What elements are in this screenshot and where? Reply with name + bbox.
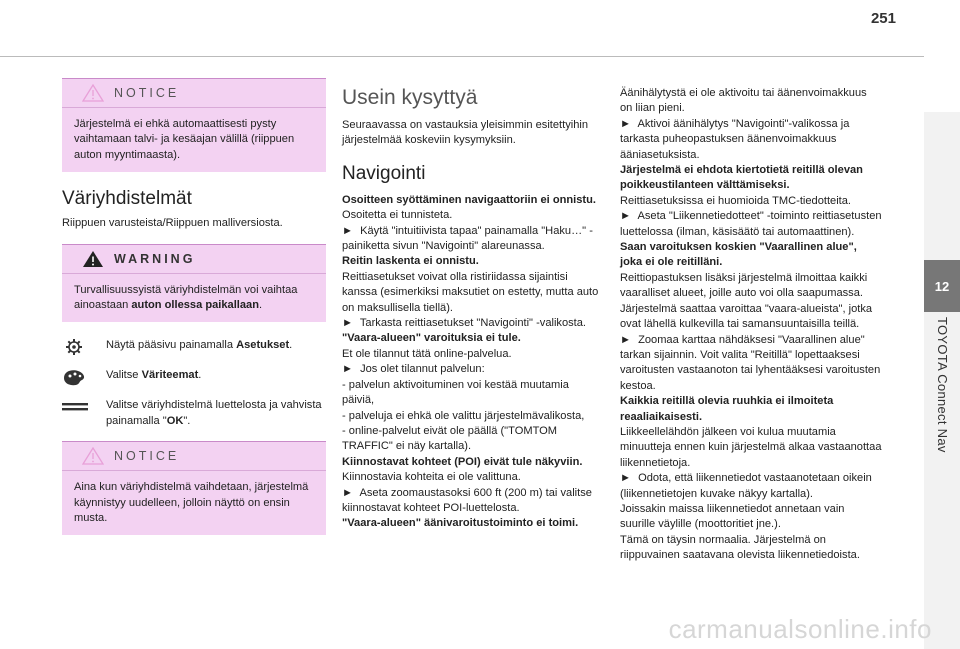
column-left [62, 78, 326, 551]
section-heading: Väriyhdistelmät [62, 188, 192, 210]
warning-title: WARNING [114, 251, 196, 266]
question: Saan varoituksen koskien "Vaarallinen alue", joka ei ole reitilläni. [620, 241, 857, 269]
step-palette: Valitse Väriteemat. [62, 368, 326, 386]
step-choose-scheme: Valitse väriyhdistelmä luettelosta ja vahvista painamalla "OK". [62, 398, 326, 429]
section-intro: Riippuen varusteista/Riippuen malliversiosta. [62, 217, 283, 230]
answer: Reittiasetukset voivat olla ristiriidassa sijaintisi kanssa (esimerkiksi maksutiet on estetty, mutta auto on maksullisella tiellä). [342, 270, 599, 314]
bullet-arrow: ► [620, 117, 631, 130]
chapter-title: TOYOTA Connect Nav [935, 317, 950, 453]
bullet-arrow: ► [620, 333, 631, 346]
answer: ► Aseta zoomaustasoksi 600 ft (200 m) tai valitse kiinnostavat kohteet POI-luettelosta. [342, 486, 592, 514]
answer: Tämä on täysin normaalia. Järjestelmä on riippuvainen saatavana olevista liikennetiedoista. [620, 533, 860, 562]
notice-text: Järjestelmä ei ehkä automaattisesti pysty vaihtamaan talvi- ja kesäajan välillä (riippuen auton myyntimaasta). [74, 118, 295, 161]
faq-navigation-continued [620, 86, 882, 564]
answer: Reittiasetuksissa ei huomioida TMC-tiedotteita. [620, 194, 852, 207]
question: "Vaara-alueen" varoituksia ei tule. [342, 332, 521, 345]
colour-scheme-bars-icon [62, 398, 88, 416]
notice-title: NOTICE [114, 449, 180, 464]
answer: - palvelun aktivoituminen voi kestää muutamia päiviä, [342, 378, 569, 407]
chapter-side-tab [924, 112, 960, 649]
navigation-heading: Navigointi [342, 162, 426, 184]
warning-triangle-icon [82, 84, 104, 102]
bullet-arrow: ► [342, 363, 353, 376]
palette-icon [62, 368, 88, 386]
answer: ► Tarkasta reittiasetukset "Navigointi" -valikosta. [342, 317, 587, 330]
notice-box [62, 441, 326, 535]
faq-intro: Seuraavassa on vastauksia yleisimmin esitettyihin järjestelmää koskeviin kysymyksiin. [342, 119, 589, 147]
page-number: 251 [870, 10, 896, 27]
warning-text: Turvallisuussyistä väriyhdistelmän voi vaihtaa ainoastaan auton ollessa paikallaan. [74, 283, 298, 312]
answer: Reittiopastuksen lisäksi järjestelmä ilmoittaa kaikki vaaralliset alueet, joille auto voi olla saapumassa. Järjestelmä saattaa varoittaa "vaara-alueista", jotka ovat lähellä kulkevilla tai samansuuntaisilla teillä. [620, 271, 873, 331]
warning-triangle-icon [82, 250, 104, 268]
notice-box [62, 78, 326, 172]
answer: ► Odota, että liikennetiedot vastaanotetaan oikein (liikennetietojen kuvake näkyy kartalla). [620, 472, 872, 500]
answer: ► Aktivoi äänihälytys "Navigointi"-valikossa ja tarkasta puheopastuksen äänenvoimakkuus ääniasetuksista. [620, 117, 850, 161]
bullet-arrow: ► [342, 317, 353, 330]
answer: Kiinnostavia kohteita ei ole valittuna. [342, 471, 521, 484]
answer: Joissakin maissa liikennetiedot annetaan vain suurille väylille (moottoritiet jne.). [620, 502, 845, 531]
faq-navigation [342, 193, 602, 532]
warning-box [62, 244, 326, 323]
column-right [620, 86, 882, 564]
chapter-number: 12 [924, 260, 960, 312]
bullet-arrow: ► [342, 486, 353, 499]
header-divider [0, 56, 924, 57]
answer: ► Käytä "intuitiivista tapaa" painamalla "Haku…" -painiketta sivun "Navigointi" alareunassa. [342, 224, 593, 253]
answer: Äänihälytystä ei ole aktivoitu tai äänenvoimakkuus on liian pieni. [620, 87, 867, 115]
question: "Vaara-alueen" äänivaroitustoiminto ei toimi. [342, 517, 579, 530]
answer: ► Zoomaa karttaa nähdäksesi "Vaarallinen alue" tarkan sijainnin. Voit valita "Reitillä" lopettaaksesi varoitusten vastaanoton tai lyhentääksesi varoitusten kestoa. [620, 333, 881, 392]
answer: ► Jos olet tilannut palvelun: [342, 363, 485, 376]
answer: Et ole tilannut tätä online-palvelua. [342, 347, 512, 360]
answer: Liikkeellelähdön jälkeen voi kulua muutamia minuutteja ennen kuin järjestelmä alkaa vastaanottaa liikennetietoja. [620, 425, 882, 469]
answer: - palveluja ei ehkä ole valittu järjestelmävalikosta, [342, 409, 585, 422]
question: Reitin laskenta ei onnistu. [342, 255, 479, 268]
faq-heading: Usein kysyttyä [342, 86, 478, 109]
step-settings: Näytä pääsivu painamalla Asetukset. [62, 338, 326, 356]
bullet-arrow: ► [342, 224, 353, 237]
notice-text: Aina kun väriyhdistelmä vaihdetaan, järjestelmä käynnistyy uudelleen, jolloin näyttö on ensin musta. [74, 481, 309, 525]
answer: - online-palvelut eivät ole päällä ("TOMTOM TRAFFIC" ei näy kartalla). [342, 424, 558, 453]
question: Järjestelmä ei ehdota kiertotietä reitillä olevan poikkeustilanteen välttämiseksi. [620, 164, 863, 192]
bullet-arrow: ► [620, 472, 631, 485]
answer: Osoitetta ei tunnisteta. [342, 209, 453, 222]
watermark: carmanualsonline.info [668, 614, 932, 644]
column-middle [342, 86, 602, 532]
question: Kaikkia reitillä olevia ruuhkia ei ilmoiteta reaaliaikaisesti. [620, 395, 834, 423]
bullet-arrow: ► [620, 210, 631, 223]
answer: ► Aseta "Liikennetiedotteet" -toiminto reittiasetusten luettelossa (ilman, käsisäätö tai automaattinen). [620, 210, 882, 238]
settings-gear-icon [62, 338, 88, 356]
question: Osoitteen syöttäminen navigaattoriin ei onnistu. [342, 193, 596, 206]
question: Kiinnostavat kohteet (POI) eivät tule näkyviin. [342, 455, 583, 468]
notice-title: NOTICE [114, 86, 180, 100]
warning-triangle-icon [82, 447, 104, 465]
